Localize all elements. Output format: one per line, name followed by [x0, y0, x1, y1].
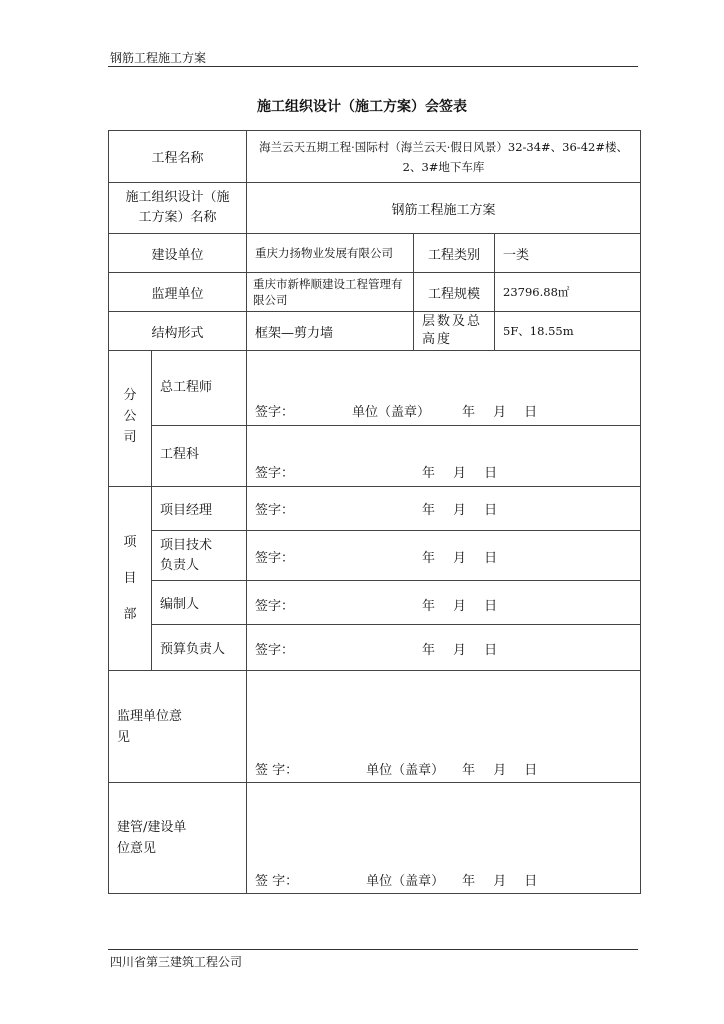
page-title: 施工组织设计（施工方案）会签表: [257, 99, 467, 115]
chief-engineer-sign-cell: [247, 351, 641, 426]
project-type-value: 一类: [495, 234, 641, 273]
row-project-name: [109, 131, 641, 183]
month-text: 月: [493, 874, 507, 889]
year-text: 年: [462, 874, 476, 889]
structure-label: 结构形式: [109, 312, 247, 351]
project-name-label: 工程名称: [109, 131, 247, 183]
year-text: 年: [422, 503, 436, 518]
row-plan-name: [109, 183, 641, 234]
sign-text: 签字：: [255, 466, 295, 481]
row-supervision-opinion: [109, 671, 641, 783]
month-text: 月: [453, 599, 467, 614]
structure-value: 框架—剪力墙: [247, 312, 414, 351]
sign-text: 签字：: [255, 551, 295, 566]
compiler-signature-line: [255, 595, 497, 614]
project-manager-sign-cell: [247, 487, 641, 531]
plan-name-value: 钢筋工程施工方案: [247, 183, 641, 234]
plan-name-label: 施工组织设计（施工方案）名称: [109, 183, 247, 234]
supervision-unit-label: 监理单位: [109, 273, 247, 312]
day-text: 日: [524, 874, 538, 889]
owner-opinion-label: 建管/建设单位意见: [117, 820, 187, 856]
month-text: 月: [453, 551, 467, 566]
row-chief-engineer: [109, 351, 641, 426]
year-text: 年: [422, 643, 436, 658]
unit-stamp-text: 单位（盖章）: [366, 874, 445, 889]
day-text: 日: [484, 643, 498, 658]
header-title: 钢筋工程施工方案: [110, 51, 207, 65]
sign-text: 签 字：: [255, 763, 299, 778]
row-construction-unit: [109, 234, 641, 273]
construction-unit-value: 重庆力扬物业发展有限公司: [247, 234, 414, 273]
floors-value: 5F、18.55m: [495, 312, 641, 351]
compiler-label: 编制人: [152, 581, 247, 625]
day-text: 日: [484, 551, 498, 566]
compiler-sign-cell: [247, 581, 641, 625]
month-text: 月: [453, 466, 467, 481]
row-budget-lead: [109, 625, 641, 671]
tech-lead-label: 项目技术负责人: [152, 531, 247, 581]
budget-lead-sign-cell: [247, 625, 641, 671]
supervision-opinion-cell: [109, 671, 247, 783]
day-text: 日: [484, 599, 498, 614]
signoff-table: [108, 130, 641, 894]
unit-stamp-text: 单位（盖章）: [366, 763, 445, 778]
engineering-dept-cell: [152, 426, 247, 487]
sign-text: 签字：: [255, 599, 295, 614]
supervision-unit-value: 重庆市新桦顺建设工程管理有限公司: [247, 273, 414, 312]
row-engineering-dept: [109, 426, 641, 487]
project-name-value: 海兰云天五期工程·国际村（海兰云天·假日风景）32-34#、36-42#楼、2、3#地下车库: [247, 131, 641, 183]
sign-text: 签字：: [255, 643, 295, 658]
engineering-dept-signature-line: [255, 462, 497, 481]
tech-lead-signature-line: [255, 547, 497, 566]
row-structure: [109, 312, 641, 351]
branch-label: 分公司: [109, 351, 152, 487]
project-scale-value: 23796.88㎡: [495, 273, 641, 312]
sign-text: 签字：: [255, 503, 295, 518]
row-owner-opinion: [109, 783, 641, 894]
year-text: 年: [462, 763, 476, 778]
day-text: 日: [524, 405, 538, 420]
sign-text: 签字：: [255, 405, 295, 420]
budget-lead-label: 预算负责人: [152, 625, 247, 671]
owner-opinion-sign-cell: [247, 783, 641, 894]
row-compiler: [109, 581, 641, 625]
year-text: 年: [422, 599, 436, 614]
tech-lead-sign-cell: [247, 531, 641, 581]
budget-lead-signature-line: [255, 639, 497, 658]
supervision-signature-line: [255, 759, 537, 778]
day-text: 日: [484, 466, 498, 481]
row-tech-lead: [109, 531, 641, 581]
project-manager-label: 项目经理: [152, 487, 247, 531]
month-text: 月: [493, 405, 507, 420]
owner-signature-line: [255, 870, 537, 889]
month-text: 月: [453, 503, 467, 518]
year-text: 年: [422, 466, 436, 481]
year-text: 年: [422, 551, 436, 566]
floors-label: 层数及总高度: [414, 312, 495, 351]
footer-company: 四川省第三建筑工程公司: [110, 955, 243, 969]
day-text: 日: [524, 763, 538, 778]
sign-text: 签 字：: [255, 874, 299, 889]
engineering-dept-sign-cell: [247, 426, 641, 487]
month-text: 月: [493, 763, 507, 778]
row-project-manager: [109, 487, 641, 531]
construction-unit-label: 建设单位: [109, 234, 247, 273]
supervision-opinion-label: 监理单位意见: [117, 709, 183, 745]
owner-opinion-cell: [109, 783, 247, 894]
unit-stamp-text: 单位（盖章）: [352, 405, 431, 420]
supervision-opinion-sign-cell: [247, 671, 641, 783]
chief-engineer-signature-line: [255, 401, 537, 420]
project-scale-label: 工程规模: [414, 273, 495, 312]
engineering-dept-label: 工程科: [160, 447, 200, 462]
year-text: 年: [462, 405, 476, 420]
project-dept-label: 项目部: [109, 487, 152, 671]
row-supervision-unit: [109, 273, 641, 312]
header-divider: [108, 66, 638, 67]
project-manager-signature-line: [255, 499, 497, 518]
chief-engineer-label: 总工程师: [160, 380, 213, 395]
chief-engineer-cell: [152, 351, 247, 426]
project-type-label: 工程类别: [414, 234, 495, 273]
day-text: 日: [484, 503, 498, 518]
footer-divider: [108, 949, 638, 950]
month-text: 月: [453, 643, 467, 658]
